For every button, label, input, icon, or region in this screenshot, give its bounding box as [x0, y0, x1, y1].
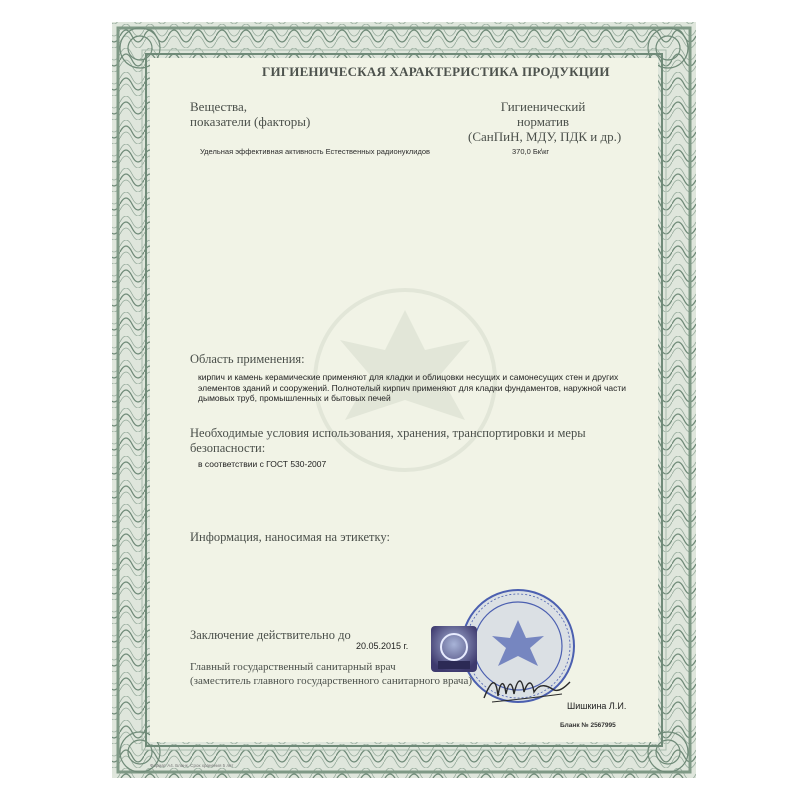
header-norm-line1: Гигиенический [500, 99, 586, 114]
header-norm [468, 99, 622, 144]
header-substances-line1: Вещества, [190, 99, 247, 114]
hologram-seal-icon [430, 625, 478, 673]
blank-number: Бланк № 2567995 [560, 722, 616, 729]
doctor-title-line2: (заместитель главного государственного санитарного врача) [190, 675, 473, 687]
conclusion-label: Заключение действительно до [190, 628, 351, 642]
conditions-label: Необходимые условия использования, хранения, транспортировки и меры безопасности: [190, 426, 586, 455]
doctor-title-line1: Главный государственный санитарный врач [190, 661, 396, 673]
scope-label: Область применения: [190, 352, 305, 366]
label-info-heading: Информация, наносимая на этикетку: [190, 530, 390, 544]
conclusion-date: 20.05.2015 г. [356, 641, 409, 651]
header-substances [190, 99, 310, 129]
header-norm-line3: (СанПиН, МДУ, ПДК и др.) [468, 129, 622, 144]
signature-icon [482, 672, 572, 706]
doctor-name: Шишкина Л.И. [567, 701, 627, 711]
scope-text: кирпич и камень керамические применяют для кладки и облицовки несущих и самонесущих стен и других элементов зданий и сооружений. Полнотелый кирпич применяют для кладки фундаментов, наружной части дымовых труб, промышленных и бытовых печей [198, 372, 627, 403]
indicator-value: 370,0 Бк\кг [512, 147, 550, 156]
header-norm-line2: норматив [516, 114, 570, 129]
conditions-text: в соответствии с ГОСТ 530-2007 [198, 459, 327, 469]
footer-note: Формат А4. Бланк. Срок хранения 5 лет [150, 763, 234, 768]
document-title: ГИГИЕНИЧЕСКАЯ ХАРАКТЕРИСТИКА ПРОДУКЦИИ [262, 64, 610, 79]
header-substances-line2: показатели (факторы) [190, 114, 311, 129]
indicator-name: Удельная эффективная активность Естественных радионуклидов [200, 147, 431, 156]
